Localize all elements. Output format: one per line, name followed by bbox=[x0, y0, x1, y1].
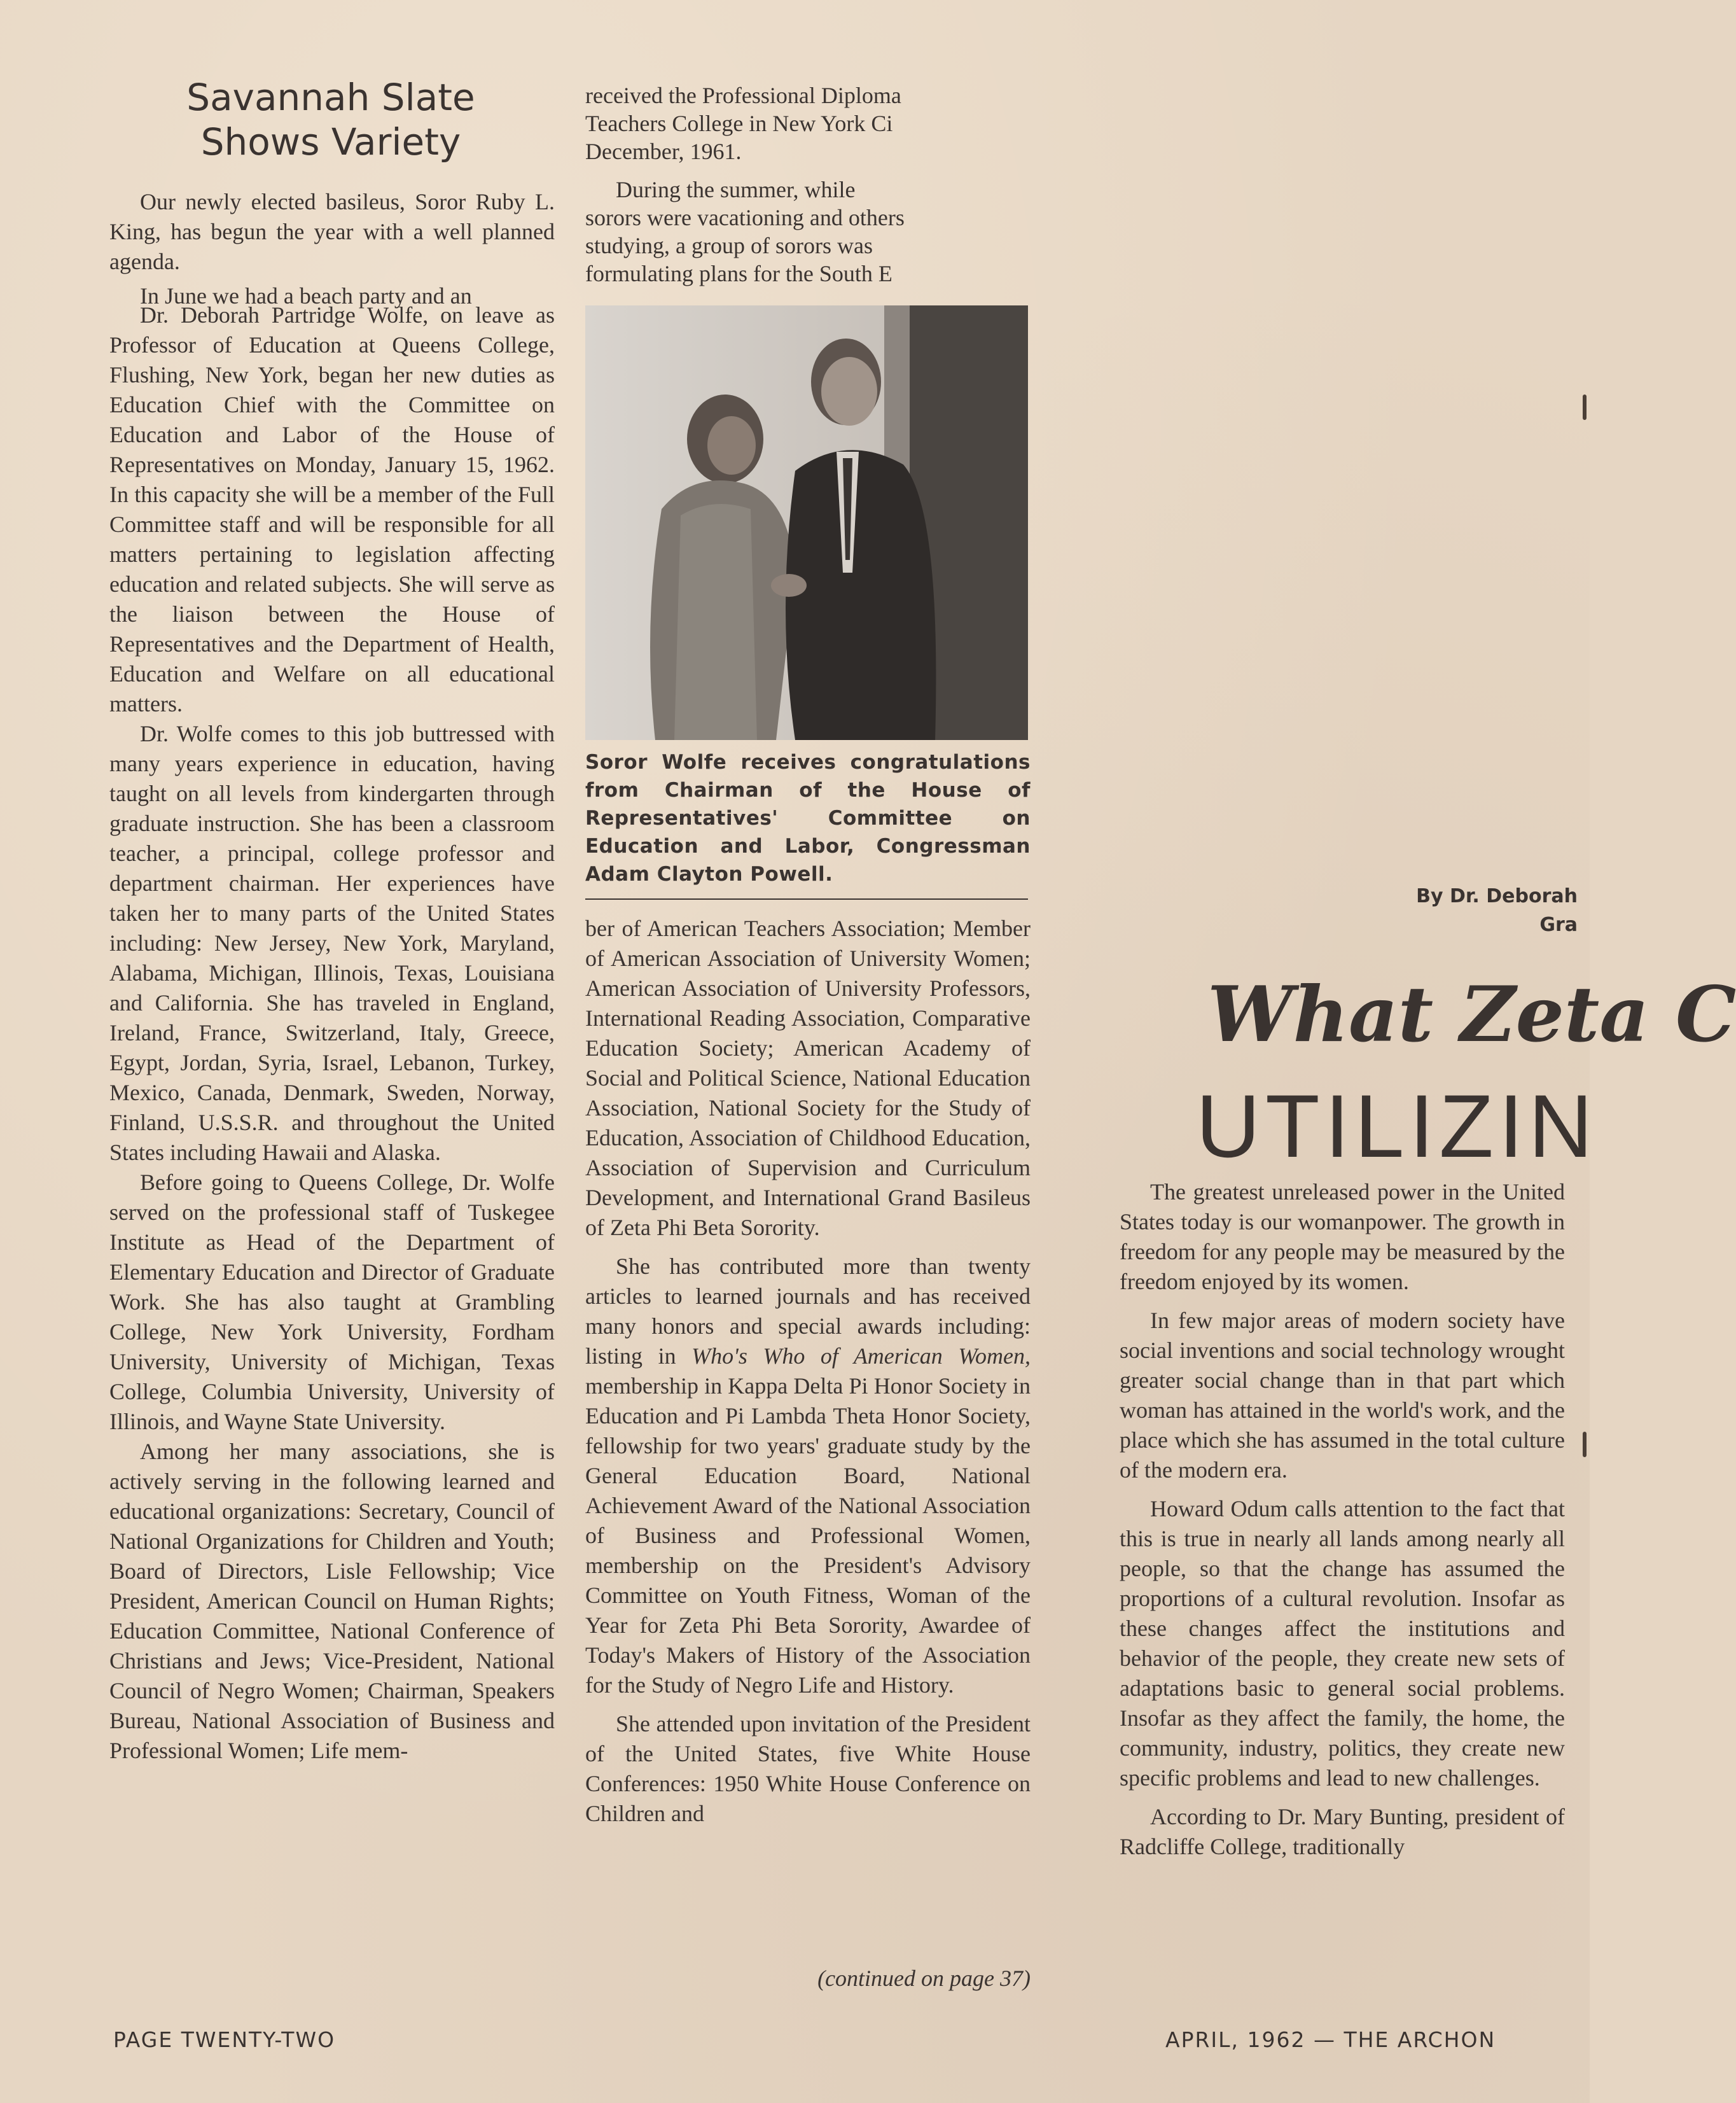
wolfe-article-column-2 bbox=[585, 914, 1031, 1829]
savannah-intro bbox=[109, 187, 555, 277]
savannah-cont-line: During the summer, while bbox=[616, 177, 856, 202]
savannah-continuation bbox=[585, 81, 967, 288]
page-number-footer: PAGE TWENTY-TWO bbox=[113, 2027, 336, 2052]
womanpower-paragraph-2: In few major areas of modern society have social inventions and social technology wrought greater social change than in that part which woman has attained in the world's work, and the place which she has assumed in the total culture of the modern era. bbox=[1120, 1308, 1565, 1483]
savannah-cont-line: studying, a group of sorors was bbox=[585, 233, 873, 258]
utilizing-headline: UTILIZIN bbox=[1196, 1076, 1598, 1176]
savannah-cont-line: Teachers College in New York Ci bbox=[585, 111, 893, 136]
wolfe-paragraph-5: ber of American Teachers Association; Member of American Association of University Women; American Association of University Professors, International Reading Association, Comparative Education Society; American Academy of Social and Political Science, National Education Association, National Society for the Study of Education, Association of Childhood Education, Association of Supervision and Curriculum Development, and International Grand Basileus of Zeta Phi Beta Sorority. bbox=[585, 916, 1031, 1240]
savannah-headline: Savannah Slate Shows Variety bbox=[186, 76, 475, 164]
wolfe-article-column-1 bbox=[109, 300, 555, 1766]
p6-text-b: membership in Kappa Delta Pi Honor Society in Education and Pi Lambda Theta Honor Society, fellowship for two years' graduate study by the General Education Board, National Achievement Award of the National Association of Business and Professional Women, membership on the President's Advisory Committee on Youth Fitness, Woman of the Year for Zeta Phi Beta Sorority, Awardee of Today's Makers of History of the Association for the Study of Negro Life and History. bbox=[585, 1373, 1031, 1698]
savannah-intro-paragraph: Our newly elected basileus, Soror Ruby L. King, has begun the year with a well planned agenda. bbox=[109, 189, 555, 274]
issue-date-footer: APRIL, 1962 — THE ARCHON bbox=[1165, 2027, 1496, 2052]
wolfe-paragraph-1: Dr. Deborah Partridge Wolfe, on leave as Professor of Education at Queens College, Flushing, New York, began her new duties as Education Chief with the Committee on Education and Labor of the House of Representatives on Monday, January 15, 1962. In this capacity she will be a member of the Full Committee staff and will be responsible for all matters pertaining to legislation affecting education and related subjects. She will serve as the liaison between the House of Representatives and the Department of Health, Education and Welfare on all educational matters. bbox=[109, 302, 555, 716]
photo-illustration bbox=[585, 305, 1028, 740]
binding-mark bbox=[1583, 395, 1587, 420]
wolfe-powell-photo bbox=[585, 305, 1028, 740]
photo-caption: Soror Wolfe receives congratulations from Chairman of the House of Representatives' Committee on Education and Labor, Congressman Adam Clayton Powell. bbox=[585, 751, 1031, 886]
p6-italic-title: Who's Who of American Women, bbox=[691, 1343, 1031, 1369]
savannah-cont-line: received the Professional Diploma bbox=[585, 83, 901, 108]
savannah-cont-line: formulating plans for the South E bbox=[585, 261, 892, 286]
wolfe-paragraph-3: Before going to Queens College, Dr. Wolfe served on the professional staff of Tuskegee Institute as Head of the Department of Elementary Education and Director of Graduate Work. She has also taught at Grambling College, New York University, Fordham University, University of Michigan, Texas College, Columbia University, University of Illinois, and Wayne State University. bbox=[109, 1170, 555, 1434]
binding-mark bbox=[1583, 1432, 1587, 1457]
womanpower-paragraph-1: The greatest unreleased power in the United States today is our womanpower. The growth in freedom for any people may be measured by the freedom enjoyed by its women. bbox=[1120, 1179, 1565, 1294]
wolfe-paragraph-7: She attended upon invitation of the President of the United States, five White House Conferences: 1950 White House Conference on Children and bbox=[585, 1711, 1031, 1826]
p6-text-a: She has contributed more than twenty articles to learned journals and has received many honors and special awards including: listing in bbox=[585, 1254, 1031, 1369]
continued-note: (continued on page 37) bbox=[817, 1966, 1031, 1991]
byline-line-1: By Dr. Deborah bbox=[1416, 885, 1578, 907]
savannah-partial-line: In June we had a beach party and an bbox=[140, 283, 472, 309]
wolfe-paragraph-2: Dr. Wolfe comes to this job buttressed with many years experience in education, having taught on all levels from kindergarten through graduate instruction. She has been a classroom teacher, a principal, college professor and department chairman. Her experiences have taken her to many parts of the United States including: New Jersey, New York, Maryland, Alabama, Michigan, Illinois, Texas, Louisiana and California. She has traveled in England, Ireland, France, Switzerland, Italy, Greece, Egypt, Jordan, Syria, Israel, Lebanon, Turkey, Mexico, Canada, Denmark, Sweden, Norway, Finland, U.S.S.R. and throughout the United States including Hawaii and Alaska. bbox=[109, 721, 555, 1165]
wolfe-paragraph-4: Among her many associations, she is actively serving in the following learned and educational organizations: Secretary, Council of National Organizations for Children and Youth; Board of Directors, Lisle Fellowship; Vice President, American Council on Human Rights; Education Committee, National Conference of Christians and Jews; Vice-President, National Council of Negro Women; Chairman, Speakers Bureau, National Association of Business and Professional Women; Life mem- bbox=[109, 1439, 555, 1763]
womanpower-article-column bbox=[1120, 1177, 1565, 1862]
wolfe-paragraph-6 bbox=[585, 1252, 1031, 1700]
savannah-cont-line: December, 1961. bbox=[585, 139, 742, 164]
caption-divider bbox=[585, 898, 1028, 900]
womanpower-paragraph-4: According to Dr. Mary Bunting, president of Radcliffe College, traditionally bbox=[1120, 1804, 1565, 1859]
byline-line-2: Gra bbox=[1539, 914, 1578, 936]
savannah-cont-line: sorors were vacationing and others bbox=[585, 205, 905, 230]
womanpower-paragraph-3: Howard Odum calls attention to the fact that this is true in nearly all lands among nearly all people, so that the change has assumed the proportions of a cultural revolution. Insofar as these changes affect the institutions and behavior of the people, they create new sets of adaptations basic to general social problems. Insofar as they affect the family, the home, the community, industry, politics, they create new specific problems and lead to new challenges. bbox=[1120, 1496, 1565, 1791]
zeta-script-headline: What Zeta C bbox=[1207, 970, 1736, 1059]
